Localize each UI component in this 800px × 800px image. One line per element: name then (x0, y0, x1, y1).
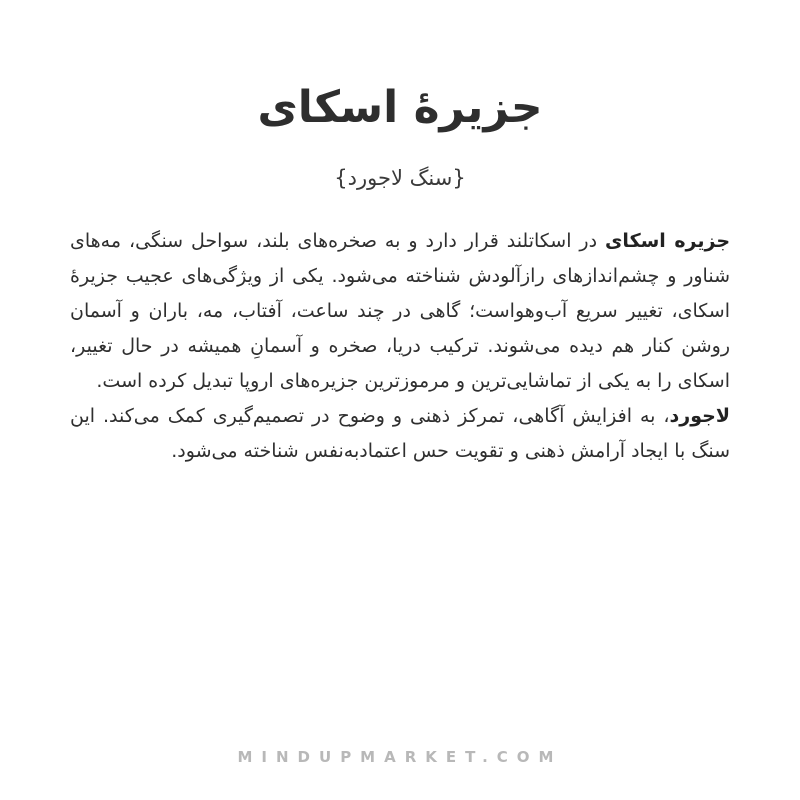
paragraph-skye-text: در اسکاتلند قرار دارد و به صخره‌های بلند، سواحل سنگی، مه‌های شناور و چشم‌اندازهای رازآلودش شناخته می‌شود. یکی از ویژگی‌های عجیب جزیرهٔ اسکای، تغییر سریع آب‌وهواست؛ گاهی در چند ساعت، آفتاب، مه، باران و آسمان روشن کنار هم دیده می‌شوند. ترکیب دریا، صخره و آسمانِ همیشه در حال تغییر، اسکای را به یکی از تماشایی‌ترین و مرموزترین جزیره‌های اروپا تبدیل کرده است. (70, 230, 730, 392)
page-title: جزیرهٔ اسکای (257, 82, 543, 133)
body-text (70, 224, 730, 469)
page-subtitle: {سنگ لاجورد} (334, 166, 466, 190)
paragraph-lapis (70, 399, 730, 469)
footer-website: MINDUPMARKET.COM (237, 748, 563, 766)
paragraph-skye-bold: جزیره اسکای (605, 230, 731, 252)
paragraph-lapis-bold: لاجورد (669, 405, 730, 427)
paragraph-lapis-text: ، به افزایش آگاهی، تمرکز ذهنی و وضوح در تصمیم‌گیری کمک می‌کند. این سنگ با ایجاد آرامش ذهنی و تقویت حس اعتمادبه‌نفس شناخته می‌شود. (70, 405, 730, 462)
paragraph-skye (70, 224, 730, 399)
